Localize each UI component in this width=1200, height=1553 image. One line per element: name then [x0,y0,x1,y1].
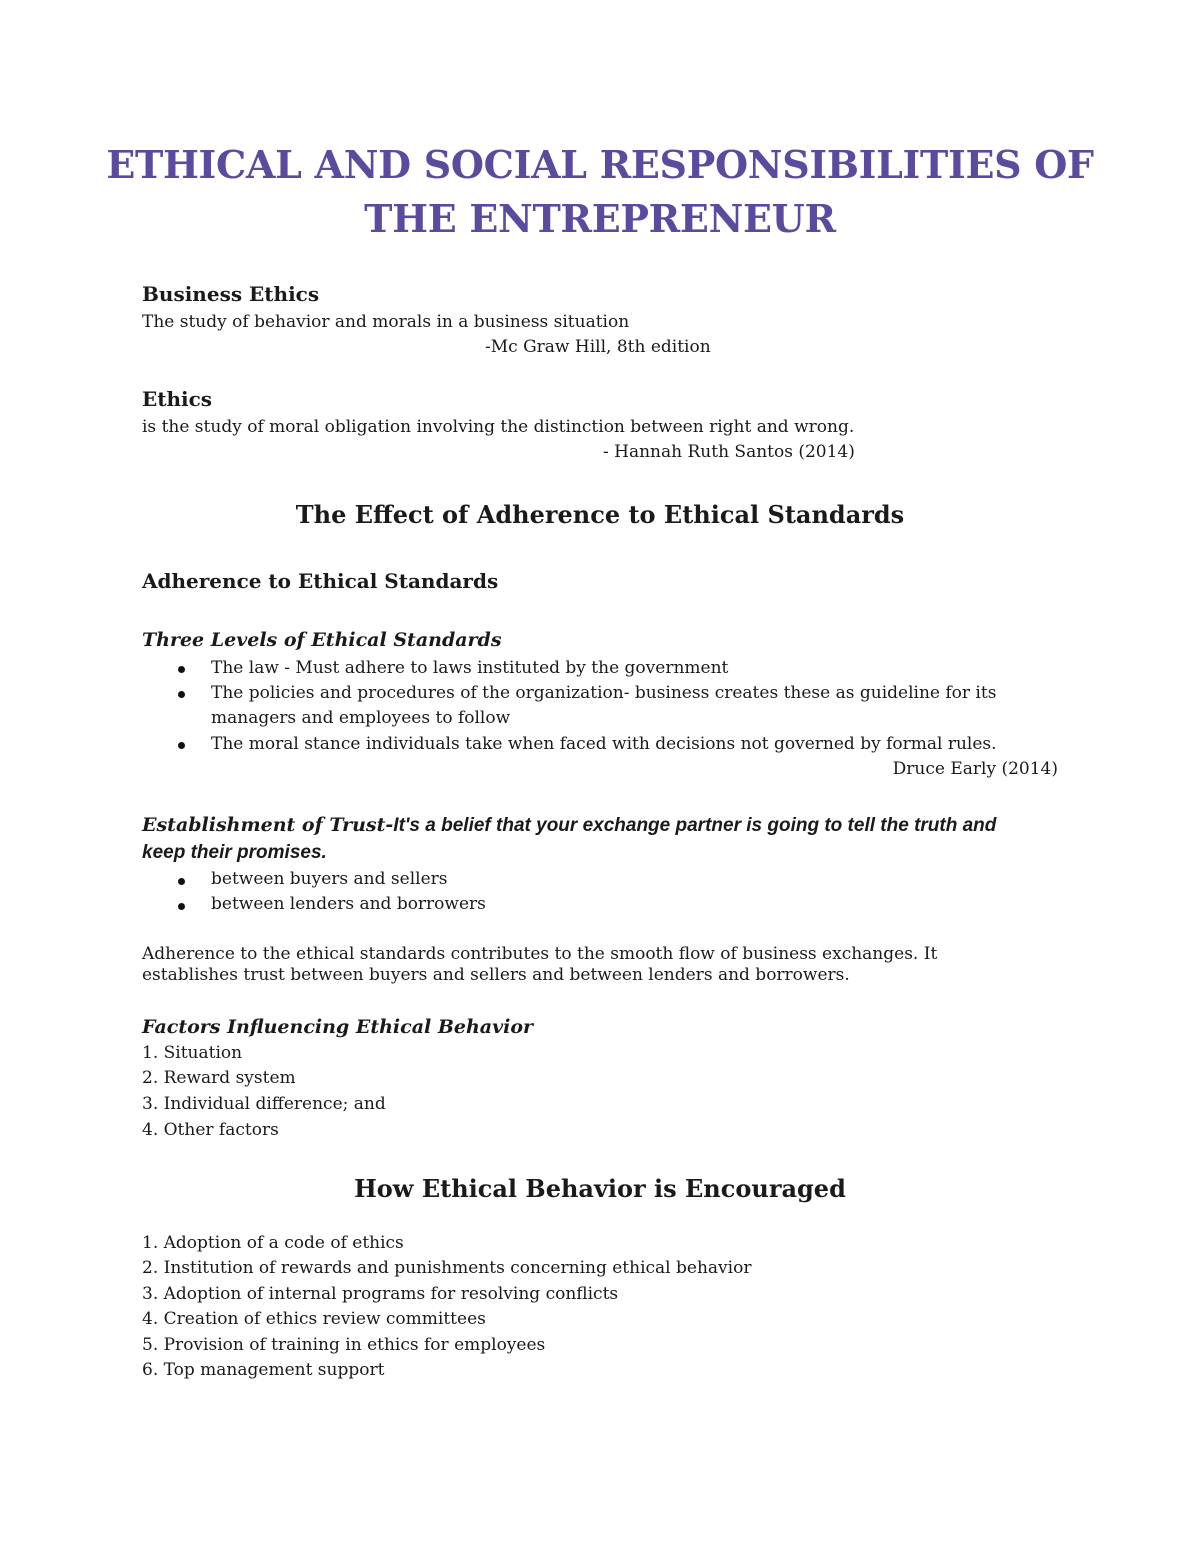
encouraged-item-5: 5. Provision of training in ethics for employees [142,1335,546,1355]
document-title [100,138,1100,246]
levels-citation: Druce Early (2014) [892,759,1058,779]
business-ethics-citation: -Mc Graw Hill, 8th edition [485,337,711,357]
encouraged-item-1: 1. Adoption of a code of ethics [142,1233,404,1253]
title-line-2: THE ENTREPRENEUR [364,196,836,241]
trust-label: Establishment of Trust- [142,814,394,836]
encouraged-item-3: 3. Adoption of internal programs for resolving conflicts [142,1284,619,1304]
ethics-citation: - Hannah Ruth Santos (2014) [603,442,855,462]
factors-item-2: 2. Reward system [142,1068,296,1088]
bullet-icon [178,742,185,749]
factors-item-4: 4. Other factors [142,1120,279,1140]
business-ethics-heading: Business Ethics [142,282,320,306]
factors-item-3: 3. Individual difference; and [142,1094,386,1114]
trust-item-2: between lenders and borrowers [211,894,486,914]
levels-item-2-continued: managers and employees to follow [211,708,511,728]
bullet-icon [178,903,185,910]
factors-heading: Factors Influencing Ethical Behavior [142,1016,534,1038]
adherence-paragraph-line-1: Adherence to the ethical standards contributes to the smooth flow of business exchanges. It [142,944,938,964]
trust-line-2: keep their promises. [142,842,327,863]
levels-item-3: The moral stance individuals take when faced with decisions not governed by formal rules. [211,734,997,754]
trust-text: It's a belief that your exchange partner is going to tell the truth and [393,815,997,836]
ethics-definition: is the study of moral obligation involving the distinction between right and wrong. [142,417,855,437]
encouraged-item-4: 4. Creation of ethics review committees [142,1309,486,1329]
levels-item-2: The policies and procedures of the organization- business creates these as guideline for its [211,683,997,703]
trust-item-1: between buyers and sellers [211,869,448,889]
encouraged-item-2: 2. Institution of rewards and punishments concerning ethical behavior [142,1258,752,1278]
bullet-icon [178,878,185,885]
section-heading-effect: The Effect of Adherence to Ethical Standards [295,500,905,529]
bullet-icon [178,666,185,673]
encouraged-item-6: 6. Top management support [142,1360,385,1380]
adherence-subheading: Adherence to Ethical Standards [142,569,499,593]
section-heading-encouraged: How Ethical Behavior is Encouraged [354,1174,846,1203]
ethics-heading: Ethics [142,387,213,411]
business-ethics-definition: The study of behavior and morals in a business situation [142,312,630,332]
trust-line-1 [142,814,996,837]
levels-item-1: The law - Must adhere to laws instituted by the government [211,658,729,678]
bullet-icon [178,691,185,698]
adherence-paragraph-line-2: establishes trust between buyers and sellers and between lenders and borrowers. [142,965,850,985]
levels-heading: Three Levels of Ethical Standards [142,629,502,651]
title-line-1: ETHICAL AND SOCIAL RESPONSIBILITIES OF [106,142,1094,187]
factors-item-1: 1. Situation [142,1043,243,1063]
